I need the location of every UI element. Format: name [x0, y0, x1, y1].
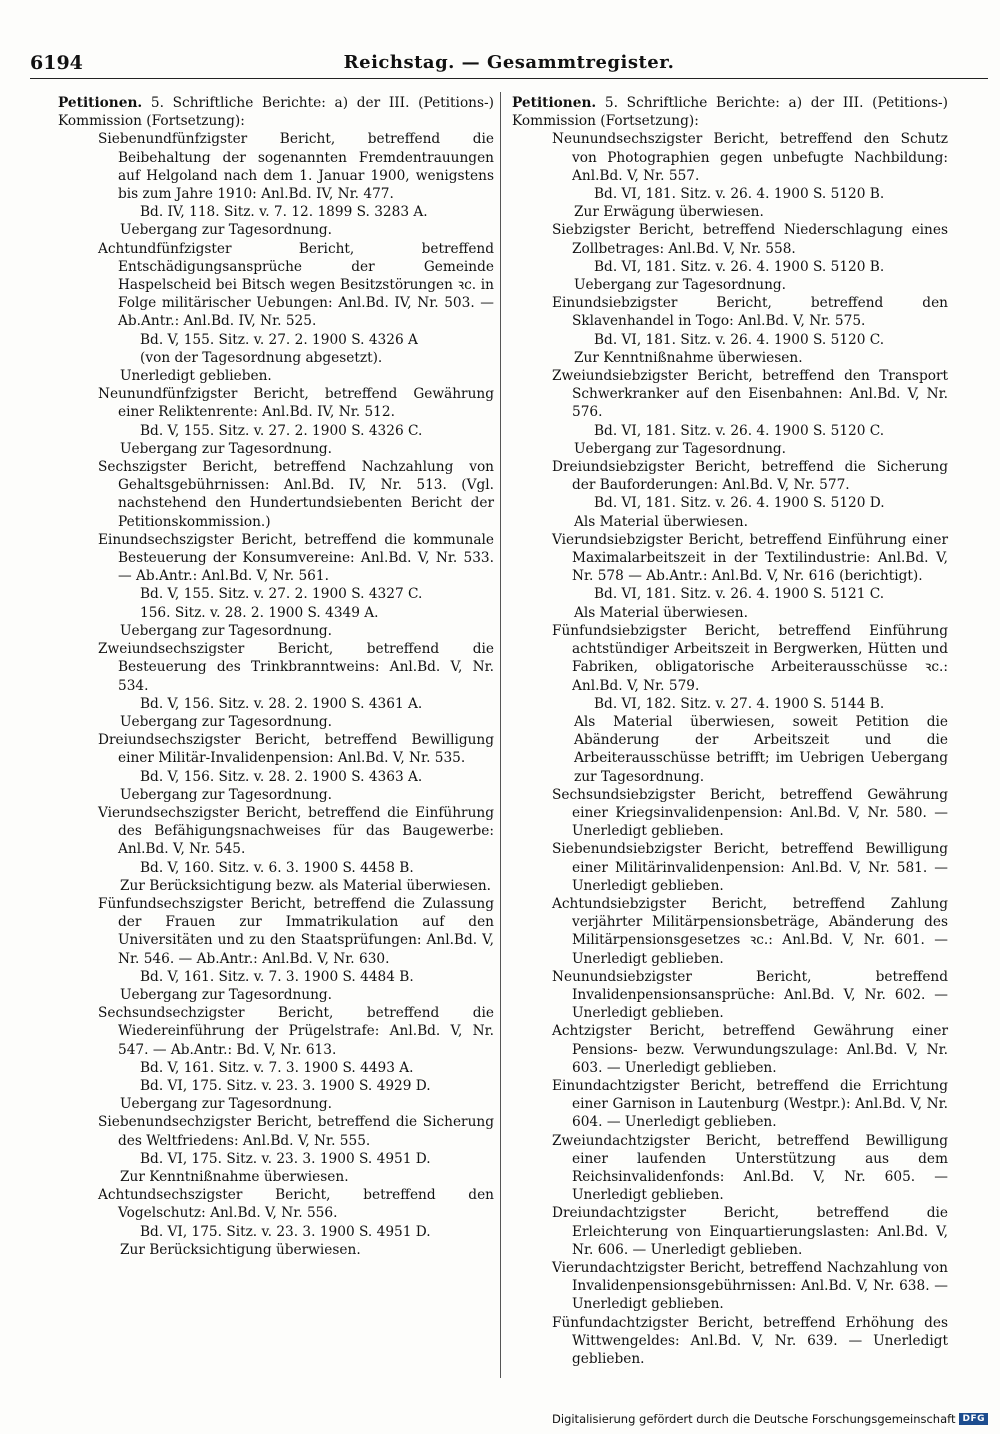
report-entry	[58, 240, 494, 386]
report-entry	[58, 804, 494, 895]
result-text: Zur Kenntnißnahme überwiesen.	[574, 349, 803, 366]
report-text: Einundsechszigster Bericht, betreffend die kommunale Besteuerung der Konsumvereine: Anl.Bd. V, Nr. 533. — Ab.Antr.: Anl.Bd. V, Nr. 561.	[98, 531, 494, 585]
session-reference: Bd. VI, 181. Sitz. v. 26. 4. 1900 S. 5120 D.	[594, 495, 885, 512]
report-entry	[512, 130, 948, 221]
report-entry	[512, 1022, 948, 1077]
session-reference: Bd. V, 155. Sitz. v. 27. 2. 1900 S. 4326 A	[140, 331, 418, 348]
result-text: Zur Kenntnißnahme überwiesen.	[120, 1168, 349, 1185]
session-reference: Bd. VI, 181. Sitz. v. 26. 4. 1900 S. 5120 C.	[594, 331, 885, 348]
section-heading-right	[512, 94, 948, 130]
report-text: Dreiundachtzigster Bericht, betreffend die Erleichterung von Einquartierungslasten: Anl.Bd. V, Nr. 606. — Unerledigt geblieben.	[552, 1205, 948, 1258]
report-text: Siebenundsechzigster Bericht, betreffend die Sicherung des Weltfriedens: Anl.Bd. V, Nr. 555.	[98, 1114, 494, 1149]
report-entry	[58, 731, 494, 804]
report-text: Sechsundsechzigster Bericht, betreffend die Wiedereinführung der Prügelstrafe: Anl.Bd. V, Nr. 547. — Ab.Antr.: Bd. V, Nr. 613.	[98, 1005, 494, 1058]
report-text: Dreiundsiebzigster Bericht, betreffend die Sicherung der Bauforderungen: Anl.Bd. V, Nr. 577.	[552, 459, 948, 494]
report-text: Achtzigster Bericht, betreffend Gewährung einer Pensions- bezw. Verwundungszulage: Anl.Bd. V, Nr. 603. — Unerledigt geblieben.	[552, 1023, 948, 1076]
report-entry	[512, 1132, 948, 1205]
left-column	[58, 94, 494, 1259]
running-head: Reichstag. — Gesammtregister.	[343, 52, 675, 73]
report-text: Siebenundfünfzigster Bericht, betreffend die Beibehaltung der sogenannten Fremdentrauungen auf Helgoland nach dem 1. Januar 1900, wenigstens bis zum Jahre 1910: Anl.Bd. IV, Nr. 477.	[98, 131, 494, 203]
report-text: Achtundsiebzigster Bericht, betreffend Zahlung verjährter Militärpensionsbeträge, Abänderung des Militärpensionsgesetzes ꝛc.: Anl.Bd. V, Nr. 601. — Unerledigt geblieben.	[552, 895, 948, 967]
result-text: Unerledigt geblieben.	[120, 368, 272, 385]
session-reference: Bd. V, 161. Sitz. v. 7. 3. 1900 S. 4484 B.	[140, 968, 414, 985]
report-entry	[512, 294, 948, 367]
result-text: Zur Berücksichtigung bezw. als Material überwiesen.	[120, 877, 492, 894]
page-header	[30, 52, 988, 79]
report-text: Vierundsiebzigster Bericht, betreffend Einführung einer Maximalarbeitszeit in der Textilindustrie: Anl.Bd. V, Nr. 578 — Ab.Antr.: Anl.Bd. V, Nr. 616 (berichtigt).	[552, 531, 948, 585]
heading-bold: Petitionen.	[58, 95, 143, 111]
digitization-credit	[552, 1412, 988, 1426]
result-text: Als Material überwiesen, soweit Petition die Abänderung der Arbeitszeit und die Arbeiterausschüsse betrifft; im Uebrigen Uebergang zur Tagesordnung.	[574, 713, 948, 785]
session-reference: Bd. V, 155. Sitz. v. 27. 2. 1900 S. 4326 C.	[140, 422, 423, 439]
report-entry	[512, 221, 948, 294]
session-reference: Bd. V, 156. Sitz. v. 28. 2. 1900 S. 4363 A.	[140, 768, 423, 785]
report-entry	[512, 367, 948, 458]
report-entry	[512, 1259, 948, 1314]
report-entry	[58, 531, 494, 640]
report-entry	[512, 622, 948, 786]
report-text: Zweiundsiebzigster Bericht, betreffend den Transport Schwerkranker auf den Eisenbahnen: Anl.Bd. V, Nr. 576.	[552, 368, 948, 421]
result-text: Uebergang zur Tagesordnung.	[120, 713, 333, 730]
report-entry	[512, 786, 948, 841]
report-text: Einundachtzigster Bericht, betreffend die Errichtung einer Garnison in Lautenburg (Westpr.): Anl.Bd. V, Nr. 604. — Unerledigt geblieben.	[552, 1077, 948, 1131]
result-text: Uebergang zur Tagesordnung.	[574, 440, 787, 457]
heading-rest: 5. Schriftliche Berichte: a) der III. (Petitions-) Kommission (Fortsetzung):	[512, 95, 948, 130]
session-reference: (von der Tagesordnung abgesetzt).	[140, 349, 383, 366]
report-text: Achtundfünfzigster Bericht, betreffend Entschädigungsansprüche der Gemeinde Haspelscheid bei Bitsch wegen Besitzstörungen ꝛc. in Folge militärischer Uebungen: Anl.Bd. IV, Nr. 503. — Ab.Antr.: Anl.Bd. IV, Nr. 525.	[98, 240, 494, 330]
report-text: Fünfundachtzigster Bericht, betreffend Erhöhung des Wittwengeldes: Anl.Bd. V, Nr. 639. — Unerledigt geblieben.	[552, 1314, 948, 1368]
report-text: Zweiundsechszigster Bericht, betreffend die Besteuerung des Trinkbranntweins: Anl.Bd. V, Nr. 534.	[98, 641, 494, 694]
session-reference: Bd. IV, 118. Sitz. v. 7. 12. 1899 S. 3283 A.	[140, 204, 428, 221]
session-reference: 156. Sitz. v. 28. 2. 1900 S. 4349 A.	[140, 604, 379, 621]
result-text: Uebergang zur Tagesordnung.	[120, 222, 333, 239]
result-text: Als Material überwiesen.	[574, 513, 748, 530]
session-reference: Bd. VI, 175. Sitz. v. 23. 3. 1900 S. 4951 D.	[140, 1223, 431, 1240]
report-entry	[512, 531, 948, 622]
page-number: 6194	[30, 52, 83, 74]
report-entry	[58, 895, 494, 1004]
report-text: Einundsiebzigster Bericht, betreffend den Sklavenhandel in Togo: Anl.Bd. V, Nr. 575.	[552, 295, 948, 330]
session-reference: Bd. V, 161. Sitz. v. 7. 3. 1900 S. 4493 A.	[140, 1059, 414, 1076]
report-text: Sechszigster Bericht, betreffend Nachzahlung von Gehaltsgebührnissen: Anl.Bd. IV, Nr. 513. (Vgl. nachstehend den Hundertundsiebenten Bericht der Petitionskommission.)	[98, 459, 494, 530]
report-text: Zweiundachtzigster Bericht, betreffend Bewilligung einer laufenden Unterstützung aus dem Reichsinvalidenfonds: Anl.Bd. V, Nr. 605. — Unerledigt geblieben.	[552, 1132, 948, 1204]
report-text: Vierundsechszigster Bericht, betreffend die Einführung des Befähigungsnachweises für das Baugewerbe: Anl.Bd. V, Nr. 545.	[98, 804, 494, 858]
session-reference: Bd. V, 156. Sitz. v. 28. 2. 1900 S. 4361 A.	[140, 695, 423, 712]
session-reference: Bd. V, 155. Sitz. v. 27. 2. 1900 S. 4327 C.	[140, 586, 423, 603]
report-text: Fünfundsechszigster Bericht, betreffend die Zulassung der Frauen zur Immatrikulation auf den Universitäten und zu den Staatsprüfungen: Anl.Bd. V, Nr. 546. — Ab.Antr.: Anl.Bd. V, Nr. 630.	[98, 895, 494, 967]
report-entry	[58, 1113, 494, 1186]
report-entry	[512, 968, 948, 1023]
report-entry	[512, 458, 948, 531]
report-text: Neunundfünfzigster Bericht, betreffend Gewährung einer Reliktenrente: Anl.Bd. IV, Nr. 512.	[98, 386, 494, 421]
session-reference: Bd. VI, 181. Sitz. v. 26. 4. 1900 S. 5120 C.	[594, 422, 885, 439]
right-column	[512, 94, 948, 1368]
report-text: Dreiundsechszigster Bericht, betreffend Bewilligung einer Militär-Invalidenpension: Anl.Bd. V, Nr. 535.	[98, 732, 494, 767]
report-entry	[58, 385, 494, 458]
report-text: Siebzigster Bericht, betreffend Niederschlagung eines Zollbetrages: Anl.Bd. V, Nr. 558.	[552, 222, 948, 257]
report-text: Neunundsechszigster Bericht, betreffend den Schutz von Photographien gegen unbefugte Nachbildung: Anl.Bd. V, Nr. 557.	[552, 131, 948, 184]
report-entry	[512, 1314, 948, 1369]
session-reference: Bd. VI, 175. Sitz. v. 23. 3. 1900 S. 4951 D.	[140, 1150, 431, 1167]
result-text: Zur Erwägung überwiesen.	[574, 204, 764, 221]
heading-bold: Petitionen.	[512, 95, 597, 111]
result-text: Zur Berücksichtigung überwiesen.	[120, 1241, 361, 1258]
report-entry	[58, 130, 494, 239]
report-entry	[512, 1077, 948, 1132]
report-text: Vierundachtzigster Bericht, betreffend Nachzahlung von Invalidenpensionsgebührnissen: Anl.Bd. V, Nr. 638. — Unerledigt geblieben.	[552, 1260, 948, 1313]
result-text: Als Material überwiesen.	[574, 604, 748, 621]
session-reference: Bd. VI, 181. Sitz. v. 26. 4. 1900 S. 5121 C.	[594, 586, 885, 603]
result-text: Uebergang zur Tagesordnung.	[574, 277, 787, 294]
report-text: Siebenundsiebzigster Bericht, betreffend Bewilligung einer Militärinvalidenpension: Anl.Bd. V, Nr. 581. — Unerledigt geblieben.	[552, 841, 948, 894]
result-text: Uebergang zur Tagesordnung.	[120, 986, 333, 1003]
report-entry	[512, 1204, 948, 1259]
result-text: Uebergang zur Tagesordnung.	[120, 622, 333, 639]
session-reference: Bd. VI, 181. Sitz. v. 26. 4. 1900 S. 5120 B.	[594, 186, 885, 203]
result-text: Uebergang zur Tagesordnung.	[120, 440, 333, 457]
section-heading-left	[58, 94, 494, 130]
report-text: Sechsundsiebzigster Bericht, betreffend Gewährung einer Kriegsinvalidenpension: Anl.Bd. V, Nr. 580. — Unerledigt geblieben.	[552, 786, 948, 840]
report-text: Achtundsechszigster Bericht, betreffend den Vogelschutz: Anl.Bd. V, Nr. 556.	[98, 1187, 494, 1222]
dfg-logo: DFG	[959, 1413, 988, 1425]
report-entry	[58, 1004, 494, 1113]
session-reference: Bd. VI, 175. Sitz. v. 23. 3. 1900 S. 4929 D.	[140, 1077, 431, 1094]
result-text: Uebergang zur Tagesordnung.	[120, 786, 333, 803]
heading-rest: 5. Schriftliche Berichte: a) der III. (Petitions-) Kommission (Fortsetzung):	[58, 95, 494, 130]
report-entry	[58, 1186, 494, 1259]
session-reference: Bd. V, 160. Sitz. v. 6. 3. 1900 S. 4458 B.	[140, 859, 414, 876]
result-text: Uebergang zur Tagesordnung.	[120, 1096, 333, 1113]
column-divider	[500, 92, 501, 1378]
credit-text: Digitalisierung gefördert durch die Deutsche Forschungsgemeinschaft	[552, 1412, 956, 1426]
report-entry	[58, 640, 494, 731]
report-entry	[512, 840, 948, 895]
report-text: Fünfundsiebzigster Bericht, betreffend Einführung achtstündiger Arbeitszeit in Bergwerken, Hütten und Fabriken, obligatorische Arbeiterausschüsse ꝛc.: Anl.Bd. V, Nr. 579.	[552, 622, 948, 694]
session-reference: Bd. VI, 182. Sitz. v. 27. 4. 1900 S. 5144 B.	[594, 695, 885, 712]
report-entry	[58, 458, 494, 531]
report-text: Neunundsiebzigster Bericht, betreffend Invalidenpensionsansprüche: Anl.Bd. V, Nr. 602. — Unerledigt geblieben.	[552, 968, 948, 1022]
report-entry	[512, 895, 948, 968]
session-reference: Bd. VI, 181. Sitz. v. 26. 4. 1900 S. 5120 B.	[594, 258, 885, 275]
